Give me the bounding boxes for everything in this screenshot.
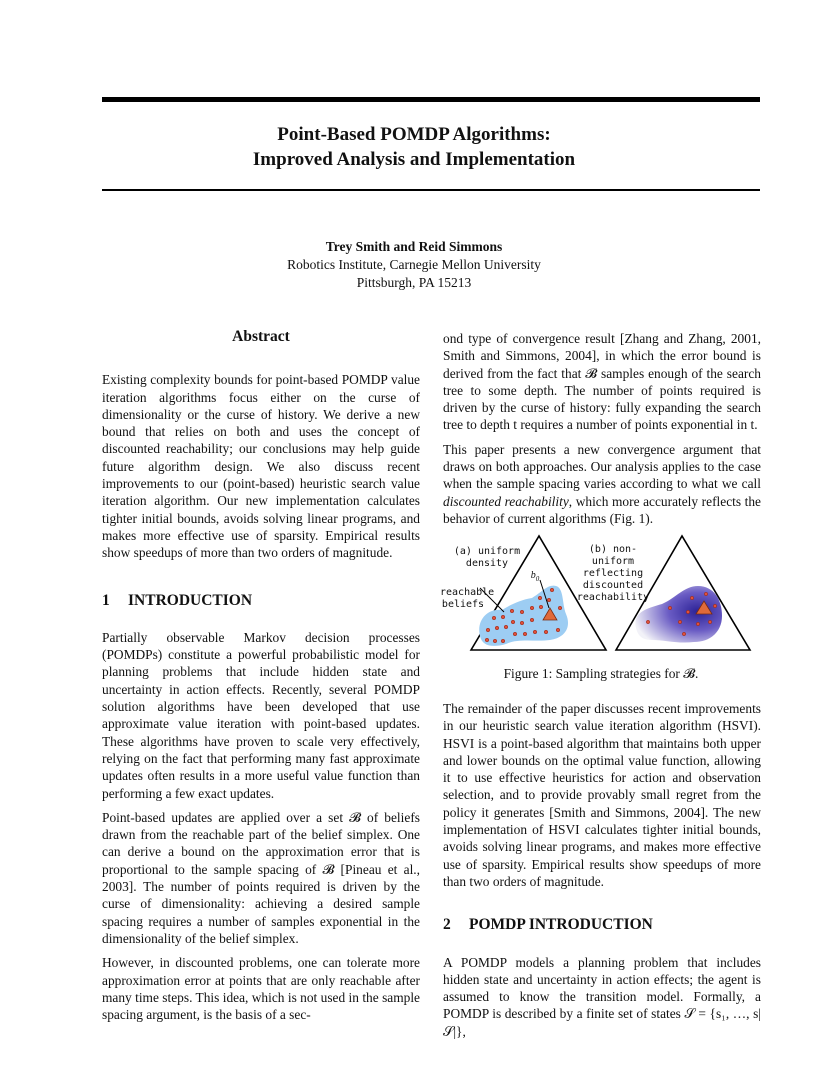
figure-label-reachable-line2: beliefs	[441, 599, 485, 610]
abstract-heading: Abstract	[232, 328, 290, 345]
figure-label-reachable-line1: reachable	[440, 587, 495, 598]
section-2-number: 2	[443, 916, 451, 934]
title-line-1: Point-Based POMDP Algorithms:	[277, 124, 551, 145]
right-paragraph-2	[443, 441, 761, 527]
figure-label-a-line1: (a) uniform	[453, 546, 521, 557]
figure-label-a-line2: density	[465, 558, 509, 569]
figure-label-b-line2: reflecting	[582, 568, 644, 579]
address: Pittsburgh, PA 15213	[356, 275, 472, 290]
figure-label-a	[452, 546, 522, 570]
affiliation: Robotics Institute, Carnegie Mellon University	[287, 257, 541, 272]
section-2-heading	[443, 916, 761, 933]
right-paragraph-2-end: , which more accurately reflects the behavior of current algorithms (Fig. 1).	[443, 493, 761, 526]
right-column-top	[443, 330, 761, 534]
intro-paragraph-2: Point-based updates are applied over a set 𝓑 of beliefs drawn from the reachable part of the belief simplex. One can derive a bound on the approximation error that is proportional to the sample spacing of 𝓑 [Pineau et al., 2003]. The number of points required is driven by the curse of dimensionality: achieving a desired sample spacing requires a number of samples exponential in the dimensionality of the belief simplex.	[102, 809, 420, 946]
abstract-text: Existing complexity bounds for point-based POMDP value iteration algorithms focus either on the curse of dimensionality or the curse of history. We derive a new bound that relies on both and uses the concept of discounted reachability; our conclusions may help guide future algorithm design. We also discuss recent improvements to our (point-based) heuristic search value iteration algorithm. Our new implementation calculates tighter initial bounds, avoids solving linear programs, and makes more effective use of sparsity. Empirical results show speedups of more than two orders of magnitude.	[102, 372, 420, 561]
figure-label-reachable	[440, 587, 495, 611]
figure-label-b0-letter: b	[530, 570, 536, 581]
section-1-title: INTRODUCTION	[128, 591, 253, 609]
title-bottom-rule	[102, 189, 760, 191]
figure-label-b0-sub: 0	[535, 575, 540, 583]
figure-label-b-line4: reachability	[576, 592, 650, 603]
section-1-number: 1	[102, 591, 110, 609]
paper-title	[0, 122, 828, 172]
right-paragraph-3: The remainder of the paper discusses recent improvements in our heuristic search value iteration algorithm (HSVI). HSVI is a point-based algorithm that maintains both upper and lower bounds on the optimal value function, allowing it to use effective heuristics for action and observation selection, and to provide provably small regret from the policy it generates [Smith and Simmons, 2004]. The new implementation of HSVI calculates tighter initial bounds, avoids solving linear programs, and makes more effective use of sparsity. Empirical results show speedups of more than two orders of magnitude.	[443, 701, 761, 889]
figure-label-b0	[528, 570, 542, 585]
right-paragraph-2-start: This paper presents a new convergence argument that draws on both approaches. Our analysis applies to the case when the sample spacing varies according to what we call	[443, 441, 761, 492]
title-line-2: Improved Analysis and Implementation	[252, 149, 576, 170]
section-1-heading	[102, 592, 420, 609]
right-paragraph-2-emphasis: discounted reachability	[443, 493, 569, 509]
figure-1	[440, 528, 762, 688]
author-block	[0, 238, 828, 292]
figure-label-b-line1: (b) non-uniform	[588, 544, 638, 567]
author-names: Trey Smith and Reid Simmons	[325, 239, 503, 254]
right-paragraph-1: ond type of convergence result [Zhang and Zhang, 2001, Smith and Simmons, 2004], in which the error bound is derived from the fact that 𝓑 samples enough of the search tree to some depth. The number of points required is driven by the curse of history: fully expanding the search tree to depth t requires a number of points exponential in t.	[443, 331, 761, 433]
figure-1-caption: Figure 1: Sampling strategies for 𝓑.	[503, 666, 699, 681]
section-2-title: POMDP INTRODUCTION	[469, 916, 653, 934]
figure-label-b-line3: discounted	[582, 580, 644, 591]
left-column	[102, 328, 420, 1030]
intro-paragraph-1: Partially observable Markov decision processes (POMDPs) constitute a powerful probabilistic model for planning problems that include hidden state and uncertainty in action effects. Recently, several POMDP solution algorithms have been developed that use approximate value iteration with point-based updates. These algorithms have proven to scale very effectively, relying on the fact that performing many fast approximate updates often results in a more useful value function than performing a few exact updates.	[102, 629, 420, 801]
right-column-bottom	[443, 700, 761, 1047]
figure-label-b	[570, 544, 656, 604]
intro-paragraph-3: However, in discounted problems, one can tolerate more approximation error at points that are only reachable after many time steps. This idea, which is not used in the sample spacing argument, is the basis of a sec-	[102, 955, 420, 1023]
top-rule	[102, 97, 760, 102]
section-2-paragraph-1: A POMDP models a planning problem that includes hidden state and uncertainty in action effects; the agent is assumed to know the transition model. Formally, a POMDP is described by a finite set of states 𝒮 = {s₁, …, s|𝒮|},	[443, 954, 761, 1039]
